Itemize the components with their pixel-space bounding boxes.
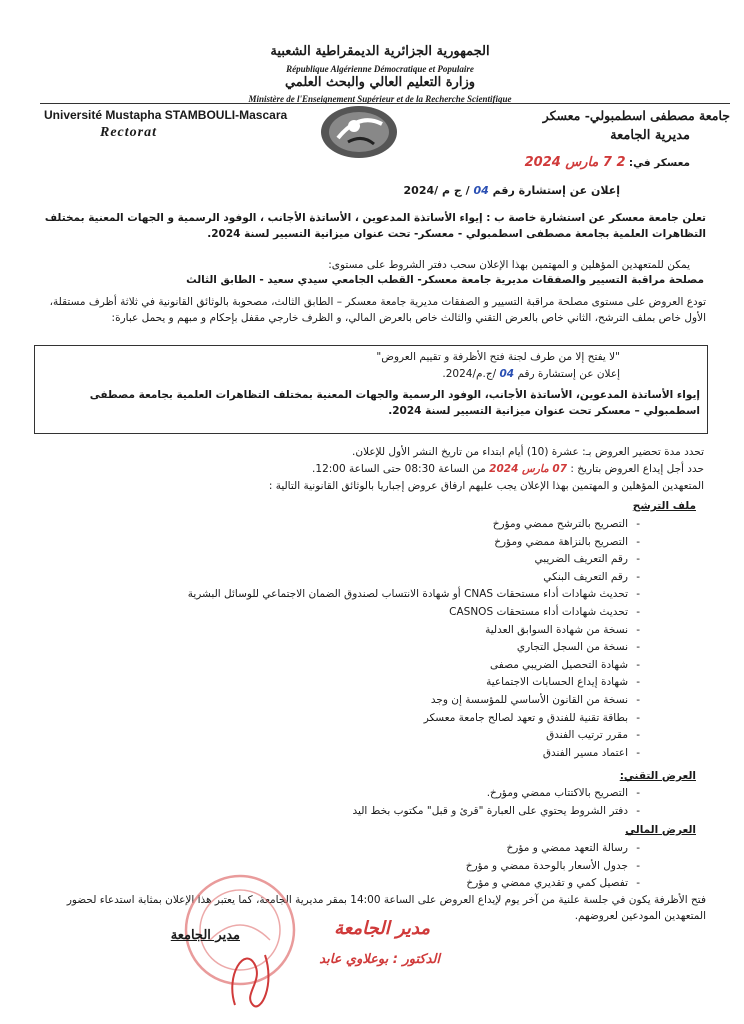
box-line-1: "لا يفتح إلا من طرف لجنة فتح الأظرفة و تقييم العروض" [376, 351, 620, 363]
title-number: 04 [473, 184, 489, 197]
signature-name: الدكتور : بوعلاوي عابد [319, 952, 440, 967]
list-item: - نسخة من القانون الأساسي للمؤسسة إن وجد [120, 692, 640, 710]
directorate-ar: مديرية الجامعة [610, 128, 690, 143]
deposit-prefix: حدد أجل إيداع العروض بتاريخ : [570, 463, 704, 475]
box-line-2 [40, 366, 620, 382]
box-line2-prefix: إعلان عن إستشارة رقم [517, 368, 620, 380]
technical-list [120, 785, 640, 820]
announcement-title [200, 183, 620, 199]
list-item: - جدول الأسعار بالوحدة ممضي و مؤرخ [120, 858, 640, 876]
box-line2-suffix: /ج.م/2024. [442, 368, 497, 380]
closing-text: فتح الأظرفة يكون في جلسة علنية من آخر يوم لإيداع العروض على الساعة 14:00 بمقر مديرية الجامعة، كما يعتبر هذا الإعلان بمثابة استدعاء لحضور المتعهدين المودعين لعروضهم. [66, 894, 706, 922]
list-item: - رسالة التعهد ممضي و مؤرخ [120, 840, 640, 858]
signature-title: مدير الجامعة [170, 928, 240, 943]
university-logo [318, 104, 400, 160]
box-line2-number: 04 [499, 368, 515, 380]
header-fr-ministry: Ministère de l'Enseignement Supérieur et de la Recherche Scientifique [248, 94, 512, 104]
rectorat-label: Rectorat [100, 125, 157, 140]
list-item: - نسخة من السجل التجاري [120, 639, 640, 657]
list-item: - تفصيل كمي و تقديري ممضي و مؤرخ [120, 875, 640, 893]
signature-scribble [215, 935, 295, 1015]
list-item: - شهادة التحصيل الضريبي مصفى [120, 657, 640, 675]
intro-text: تعلن جامعة معسكر عن استشارة خاصة ب : إيواء الأساتذة المدعوين ، الأساتذة الأجانب ، الوفود الرسمية و الجهات المعنية بمختلف التظاهرات العلمية بجامعة مصطفى اسطمبولي - معسكر- تحت عنوان ميزانية التسيير لسنة 2024. [44, 212, 706, 240]
signature-handwritten-title: مدير الجامعة [334, 918, 430, 939]
section-title-financial: العرض المالي [625, 824, 696, 836]
list-item: - التصريح بالنزاهة ممضي ومؤرخ [120, 534, 640, 552]
handwritten-date: 2 7 مارس 2024 [524, 155, 626, 170]
deadline-deposit [40, 461, 704, 477]
deposit-date: 07 مارس 2024 [489, 463, 568, 475]
box-line-3: إيواء الأساتذة المدعوين، الأساتذة الأجانب، الوفود الرسمية والجهات المعنية بمختلف التظاهرات العلمية بجامعة مصطفى اسطمبولي – معسكر تحت عنوان ميزانية التسيير لسنة 2024. [89, 389, 700, 417]
list-item: - رقم التعريف البنكي [120, 569, 640, 587]
list-item: - التصريح بالترشح ممضي ومؤرخ [120, 516, 640, 534]
list-item: - التصريح بالاكتتاب ممضي ومؤرخ. [120, 785, 640, 803]
list-item: - تحديث شهادات أداء مستحقات CASNOS [120, 604, 640, 622]
eligibility-text: يمكن للمتعهدين المؤهلين و المهتمين بهذا الإعلان سحب دفتر الشروط على مستوى: [328, 259, 690, 271]
date-prefix: معسكر في: [628, 157, 690, 169]
deadline-duration: تحدد مدة تحضير العروض بـ: عشرة (10) أيام ابتداء من تاريخ النشر الأول للإعلان. [352, 446, 704, 458]
university-ar-name: جامعة مصطفى اسطمبولي- معسكر [542, 108, 730, 123]
list-item: - دفتر الشروط يحتوي على العبارة "قرئ و قبل" مكتوب بخط اليد [120, 803, 640, 821]
announcement-intro [44, 210, 706, 242]
list-item: - بطاقة تقنية للفندق و تعهد لصالح جامعة معسكر [120, 710, 640, 728]
header-fr-republic: République Algérienne Démocratique et Populaire [286, 64, 474, 74]
list-item: - تحديث شهادات أداء مستحقات CNAS أو شهادة الانتساب لصندوق الضمان الاجتماعي للوسائل البشرية [120, 586, 640, 604]
section-title-candidature: ملف الترشح [632, 500, 696, 512]
list-item: - شهادة إيداع الحسابات الاجتماعية [120, 674, 640, 692]
date-line [270, 155, 690, 171]
header-ar-ministry: وزارة التعليم العالي والبحث العلمي [284, 75, 476, 90]
title-prefix: إعلان عن إستشارة رقم [492, 184, 620, 197]
title-suffix: / ج م /2024 [403, 184, 470, 197]
deposit-suffix: من الساعة 08:30 حتى الساعة 12:00. [312, 463, 486, 475]
section-title-technical: العرض التقني: [619, 770, 696, 782]
candidature-list [120, 516, 640, 762]
deadline-requirement: المتعهدين المؤهلين و المهتمين بهذا الإعلان يجب عليهم ارفاق عروض إجباريا بالوثائق القانونية التالية : [268, 480, 704, 492]
location-text: مصلحة مراقبة التسيير والصفقات مديرية جامعة معسكر- القطب الجامعي سيدي سعيد - الطابق الثالث [186, 274, 704, 286]
list-item: - نسخة من شهادة السوابق العدلية [120, 622, 640, 640]
list-item: - رقم التعريف الضريبي [120, 551, 640, 569]
list-item: - مقرر ترتيب الفندق [120, 727, 640, 745]
header-ar-republic: الجمهورية الجزائرية الديمقراطية الشعبية [270, 44, 490, 59]
deposit-text: تودع العروض على مستوى مصلحة مراقبة التسيير و الصفقات مديرية جامعة معسكر – الطابق الثالث، مصحوبة بالوثائق القانونية في ثلاثة أظرف مستقلة، الأول خاص بملف الترشح، الثاني خاص بالعرض التقني والثالث خاص بالعرض المالي، و الظرف خارجي مقفل بإحكام و مبهم و يحمل عبارة: [49, 296, 706, 324]
list-item: - اعتماد مسير الفندق [120, 745, 640, 763]
university-fr-name: Université Mustapha STAMBOULI-Mascara [44, 108, 288, 122]
